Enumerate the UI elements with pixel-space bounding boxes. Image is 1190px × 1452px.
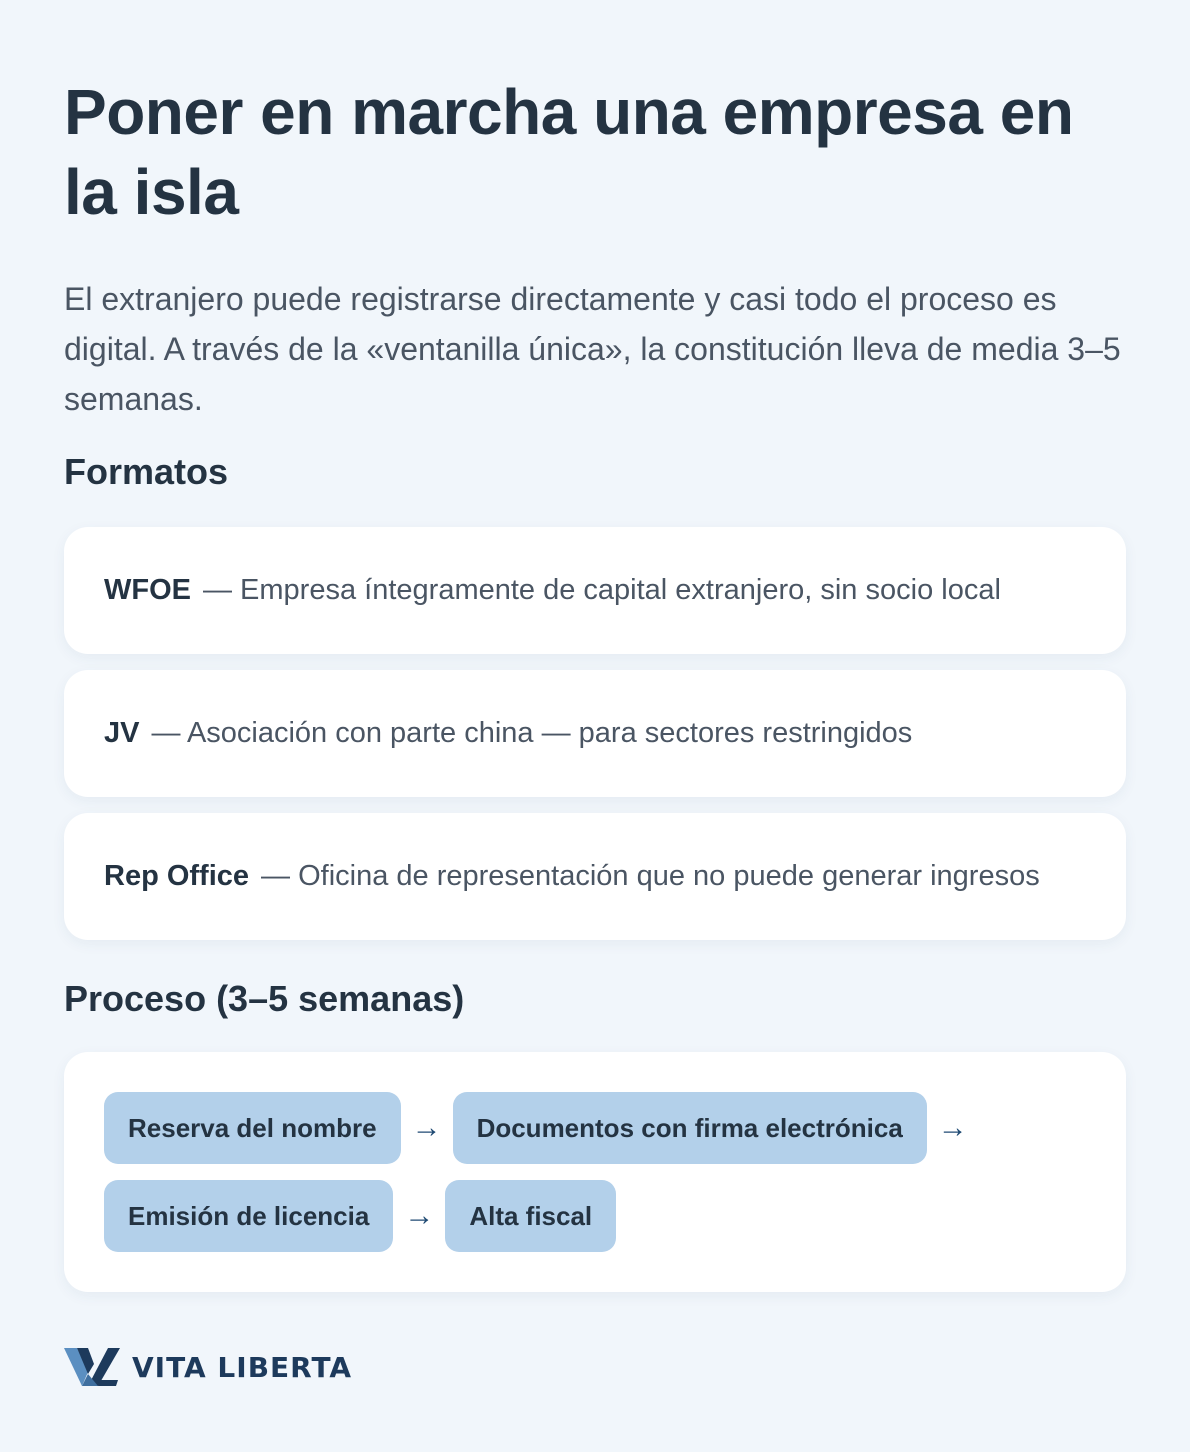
process-step: Reserva del nombre [104,1092,401,1164]
format-description: — Empresa íntegramente de capital extranjero, sin socio local [203,574,1001,606]
format-name: Rep Office [104,860,250,892]
arrow-right-icon: → [404,1199,435,1232]
vita-liberta-logo-icon [64,1346,120,1388]
process-section-title: Proceso (3–5 semanas) [64,978,465,1019]
format-card-wfoe [64,527,1126,654]
format-description: — Oficina de representación que no puede generar ingresos [261,860,1040,892]
arrow-right-icon: → [937,1111,968,1144]
intro-paragraph: El extranjero puede registrarse directamente y casi todo el proceso es digital. A través de la «ventanilla única», la constitución lleva de media 3–5 semanas. [64,281,1121,417]
formats-list [64,527,1126,956]
brand-logo [64,1346,352,1388]
format-description: — Asociación con parte china — para sectores restringidos [151,717,913,749]
process-card [64,1052,1126,1292]
format-name: WFOE [104,574,191,606]
page-title: Poner en marcha una empresa en la isla [64,76,1074,228]
format-name: JV [104,717,140,749]
process-step: Alta fiscal [445,1180,616,1252]
process-step: Emisión de licencia [104,1180,393,1252]
format-card-rep-office [64,813,1126,940]
process-step: Documentos con firma electrónica [453,1092,927,1164]
format-card-jv [64,670,1126,797]
brand-name: VITA LIBERTA [132,1350,353,1384]
formats-section-title: Formatos [64,451,229,492]
process-row [104,1180,1086,1252]
page-content [64,72,1126,1232]
process-row [104,1092,1086,1164]
arrow-right-icon: → [411,1111,442,1144]
